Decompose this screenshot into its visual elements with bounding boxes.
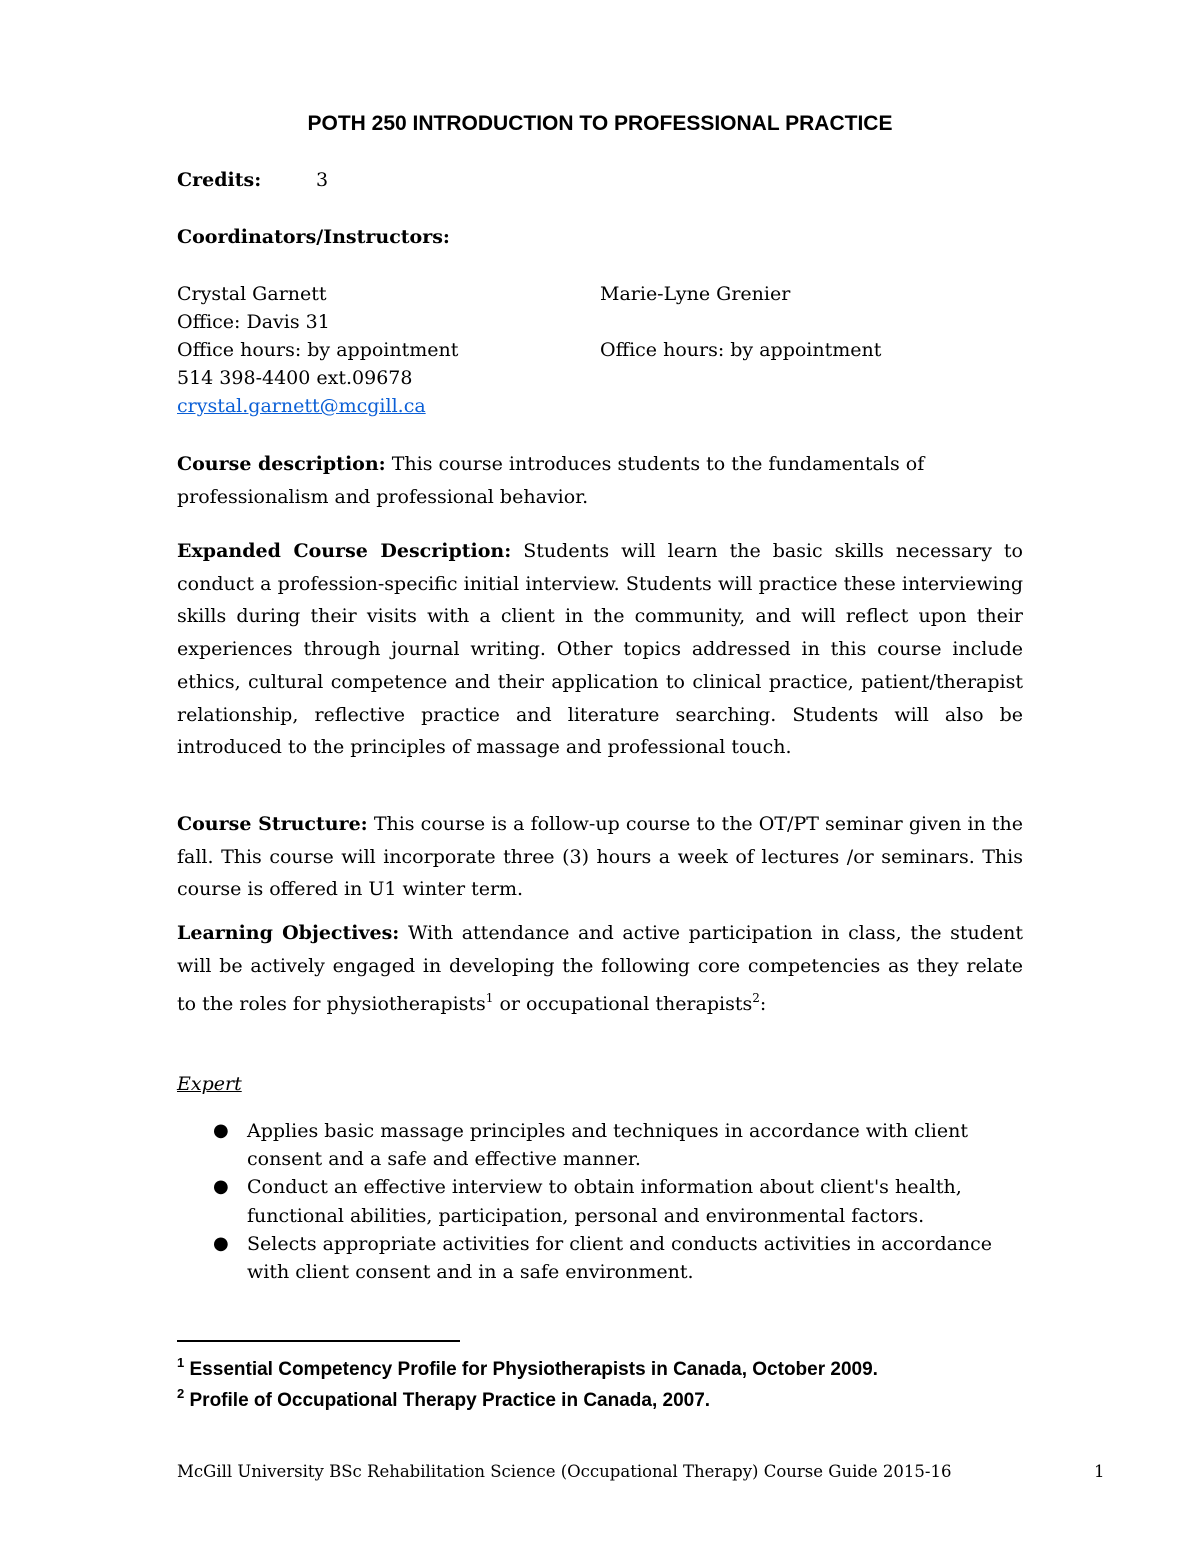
expert-bullet-list (177, 1117, 1037, 1286)
page-title: POTH 250 INTRODUCTION TO PROFESSIONAL PRACTICE (307, 112, 893, 135)
footnote-ref-1: 1 (485, 991, 494, 1006)
instructor1-phone: 514 398-4400 ext.09678 (177, 367, 413, 389)
page-number: 1 (1094, 1462, 1105, 1481)
course-description (177, 448, 1023, 513)
footnote-number: 1 (177, 1355, 185, 1370)
expanded-description-text: Students will learn the basic skills necessary to conduct a profession-specific initial interview. Students will practice these interviewing skills during their visits with a client in the community, and will reflect upon their experiences through journal writing. Other topics addressed in this course include ethics, cultural competence and their application to clinical practice, patient/therapist relationship, reflective practice and literature searching. Students will also be introduced to the principles of massage and professional touch. (177, 540, 1023, 759)
footnote-number: 2 (177, 1386, 185, 1401)
expanded-course-description (177, 535, 1023, 764)
instructor1-email-link[interactable]: crystal.garnett@mcgill.ca (177, 395, 426, 417)
footnote-2 (177, 1386, 710, 1412)
page-footer: McGill University BSc Rehabilitation Science (Occupational Therapy) Course Guide 2015-16 (177, 1462, 952, 1481)
list-item (177, 1230, 1037, 1286)
instructor2-hours: Office hours: by appointment (600, 339, 882, 361)
instructor1-hours: Office hours: by appointment (177, 339, 459, 361)
learning-objectives (177, 917, 1023, 1021)
course-structure-text: This course is a follow-up course to the OT/PT seminar given in the fall. This course will incorporate three (3) hours a week of lectures /or seminars. This course is offered in U1 winter term. (177, 813, 1023, 901)
expert-heading: Expert (177, 1073, 242, 1095)
learning-objectives-text-c: : (759, 993, 767, 1016)
course-description-text: This course introduces students to the fundamentals of professionalism and professional behavior. (177, 453, 925, 508)
course-structure-label: Course Structure: (177, 813, 368, 835)
footnote-ref-2: 2 (752, 991, 760, 1006)
list-item (177, 1173, 1037, 1229)
bullet-text: Applies basic massage principles and techniques in accordance with client consent and a safe and effective manner. (247, 1120, 968, 1171)
footnote-divider (177, 1340, 460, 1342)
credits-value: 3 (316, 169, 329, 191)
footnote-text: Essential Competency Profile for Physiotherapists in Canada, October 2009. (184, 1359, 878, 1380)
bullet-text: Selects appropriate activities for client and conducts activities in accordance with client consent and in a safe environment. (247, 1232, 993, 1284)
course-structure (177, 808, 1023, 906)
learning-objectives-text: With attendance and active participation in class, the student will be actively engaged in developing the following core competencies as they relate to the roles for physiotherapists (177, 922, 1024, 1016)
bullet-icon: ● (213, 1120, 229, 1141)
course-description-label: Course description: (177, 453, 386, 475)
bullet-text: Conduct an effective interview to obtain information about client's health, functional abilities, participation, personal and environmental factors. (247, 1176, 962, 1227)
instructor1-office: Office: Davis 31 (177, 311, 330, 333)
learning-objectives-label: Learning Objectives: (177, 922, 400, 944)
coordinators-heading: Coordinators/Instructors: (177, 226, 450, 248)
footnote-text: Profile of Occupational Therapy Practice in Canada, 2007. (184, 1390, 711, 1411)
bullet-icon: ● (213, 1176, 229, 1198)
footnote-1 (177, 1355, 878, 1381)
instructor2-name: Marie-Lyne Grenier (600, 283, 791, 305)
list-item (177, 1117, 1037, 1173)
instructor1-name: Crystal Garnett (177, 283, 327, 305)
expanded-description-label: Expanded Course Description: (177, 540, 512, 562)
credits-label: Credits: (177, 169, 262, 191)
learning-objectives-text-b: or occupational therapists (493, 993, 753, 1016)
bullet-icon: ● (213, 1232, 229, 1254)
